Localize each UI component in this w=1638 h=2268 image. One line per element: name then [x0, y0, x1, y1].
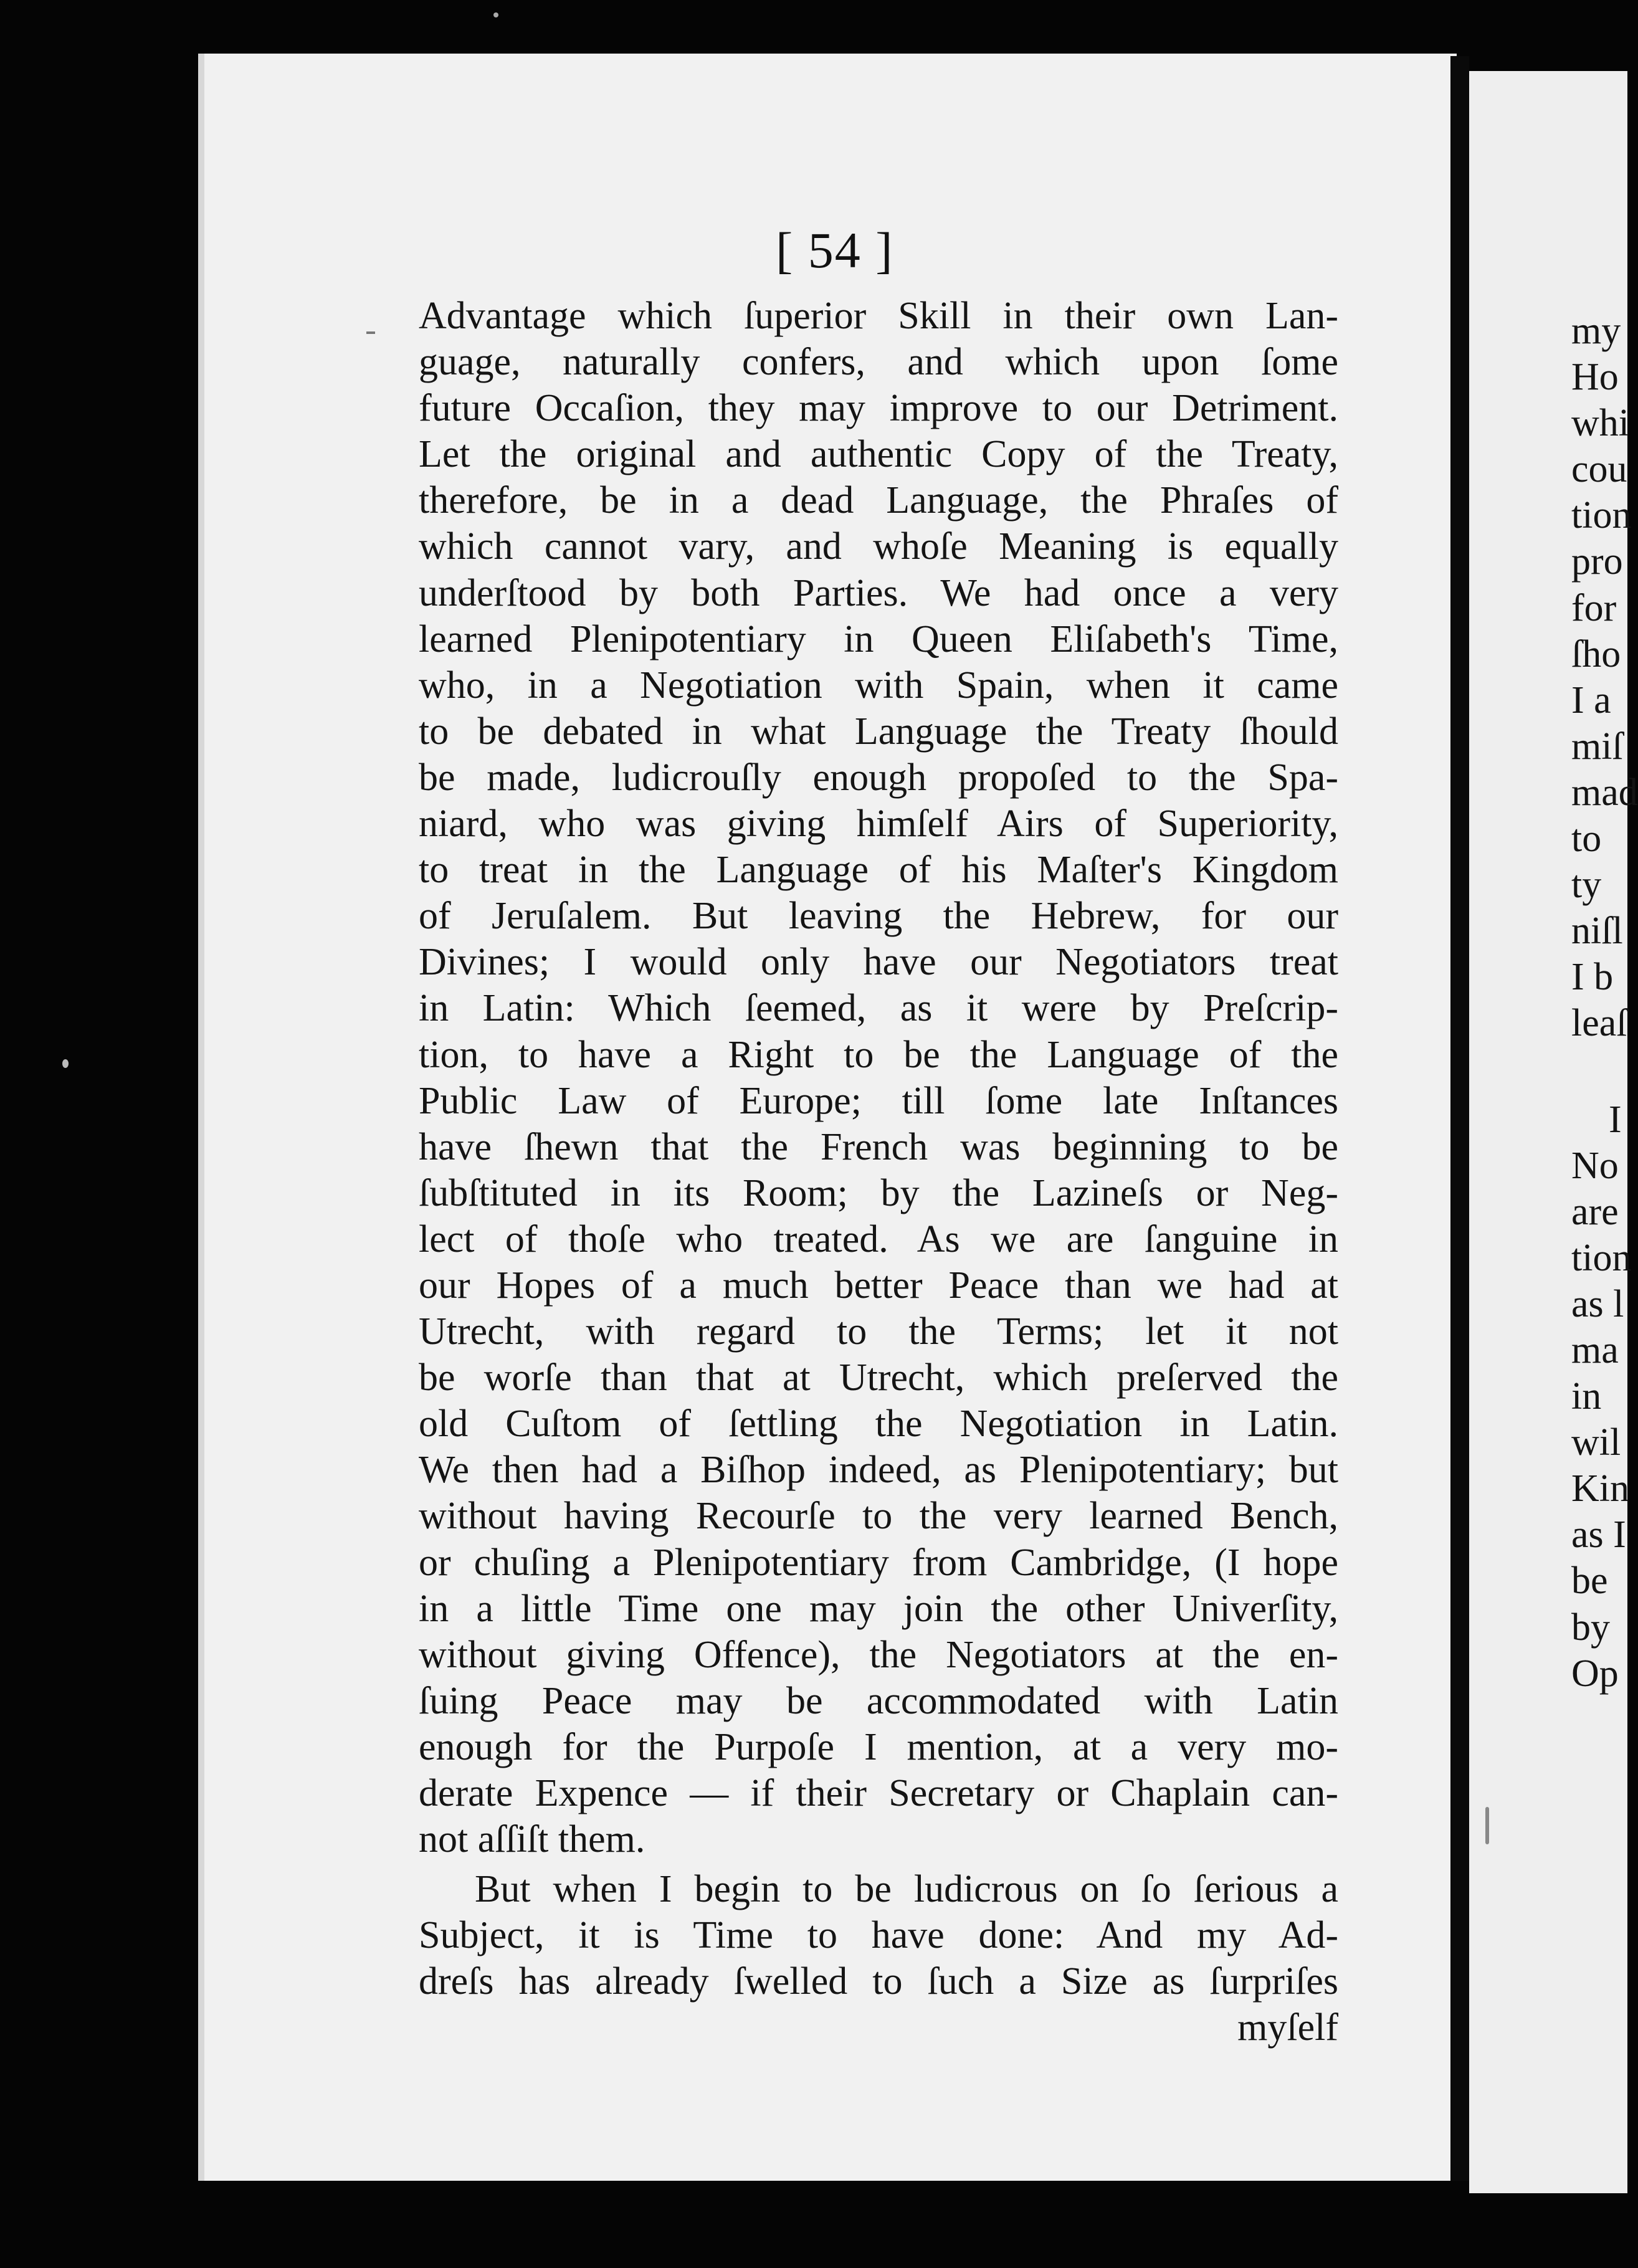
fragment: in — [1571, 1375, 1602, 1418]
fragment: pro — [1571, 540, 1623, 583]
text-line: without giving Offence), the Negotiators at the en- — [419, 1633, 1338, 1676]
fragment: miſ — [1571, 725, 1623, 768]
text-line: or chuſing a Plenipotentiary from Cambridge, (I hope — [419, 1541, 1338, 1584]
text-line: learned Plenipotentiary in Queen Eliſabeth's Time, — [419, 617, 1338, 660]
text-line: guage, naturally confers, and which upon ſome — [419, 341, 1338, 384]
right-page-text — [1571, 308, 1638, 1697]
text-line: derate Expence — if their Secretary or Chaplain can- — [419, 1772, 1338, 1814]
fragment: as I — [1571, 1513, 1626, 1556]
text-line: who, in a Negotiation with Spain, when it came — [419, 664, 1338, 707]
book-gutter — [1450, 56, 1469, 2181]
text-line: be worſe than that at Utrecht, which preſerved the — [419, 1356, 1338, 1399]
fragment: are — [1571, 1190, 1619, 1233]
fragment: Ho — [1571, 356, 1619, 399]
text-line: of Jeruſalem. But leaving the Hebrew, for our — [419, 895, 1338, 938]
fragment: I — [1609, 1098, 1622, 1141]
text-line: Let the original and authentic Copy of the Treaty, — [419, 433, 1338, 476]
fragment: ty — [1571, 864, 1602, 907]
scan-speck — [62, 1059, 69, 1068]
text-line: enough for the Purpoſe I mention, at a very mo- — [419, 1725, 1338, 1768]
text-line: ſuing Peace may be accommodated with Latin — [419, 1679, 1338, 1722]
fragment: I b — [1571, 956, 1614, 999]
text-line: lect of thoſe who treated. As we are ſanguine in — [419, 1217, 1338, 1260]
fragment: Kin — [1571, 1467, 1629, 1510]
text-line: But when I begin to be ludicrous on ſo ſerious a — [475, 1868, 1338, 1911]
text-line: Divines; I would only have our Negotiators treat — [419, 941, 1338, 984]
fragment: Op — [1571, 1652, 1619, 1695]
fragment: be — [1571, 1560, 1608, 1603]
text-line: have ſhewn that the French was beginning to be — [419, 1125, 1338, 1168]
text-line: therefore, be in a dead Language, the Phraſes of — [419, 479, 1338, 522]
fragment: for — [1571, 586, 1617, 629]
text-line: future Occaſion, they may improve to our Detriment. — [419, 387, 1338, 430]
text-line: to be debated in what Language the Treaty ſhould — [419, 710, 1338, 753]
fragment: mad — [1571, 771, 1638, 814]
fragment: by — [1571, 1606, 1610, 1649]
fragment: niſl — [1571, 910, 1623, 953]
scan-speck — [493, 12, 498, 17]
text-line: Advantage which ſuperior Skill in their own Lan- — [419, 295, 1338, 337]
text-line: not aſſiſt them. — [419, 1818, 645, 1861]
text-line: dreſs has already ſwelled to ſuch a Size as ſurpriſes — [419, 1960, 1338, 2003]
scan-speck — [1485, 1807, 1489, 1844]
fragment: I a — [1571, 679, 1611, 722]
text-line: to treat in the Language of his Maſter's Kingdom — [419, 849, 1338, 892]
fragment: No — [1571, 1144, 1619, 1187]
text-line: old Cuſtom of ſettling the Negotiation in Latin. — [419, 1403, 1338, 1446]
text-line: Subject, it is Time to have done: And my Ad- — [419, 1914, 1338, 1957]
text-line: Utrecht, with regard to the Terms; let it not — [419, 1310, 1338, 1353]
text-line: which cannot vary, and whoſe Meaning is equally — [419, 525, 1338, 568]
paragraph-gap — [1571, 1047, 1638, 1097]
fragment: as l — [1571, 1282, 1624, 1325]
text-line: tion, to have a Right to be the Language of the — [419, 1033, 1338, 1076]
fragment: ma — [1571, 1328, 1619, 1371]
text-line: in Latin: Which ſeemed, as it were by Preſcrip- — [419, 987, 1338, 1030]
catchword: myſelf — [1237, 2006, 1338, 2049]
fragment: cou — [1571, 448, 1627, 491]
fragment: leaſ — [1571, 1002, 1627, 1045]
fragment: tion — [1571, 494, 1632, 537]
text-line: niard, who was giving himſelf Airs of Superiority, — [419, 803, 1338, 846]
fragment: tion — [1571, 1236, 1632, 1279]
margin-dash — [366, 331, 375, 334]
text-line: underſtood by both Parties. We had once a very — [419, 571, 1338, 614]
fragment: to — [1571, 817, 1602, 860]
fragment: wil — [1571, 1421, 1621, 1464]
text-line: We then had a Biſhop indeed, as Plenipotentiary; but — [419, 1449, 1338, 1492]
fragment: whi — [1571, 402, 1629, 445]
text-line: in a little Time one may join the other Univerſity, — [419, 1587, 1338, 1630]
page-number: [ 54 ] — [776, 222, 894, 279]
text-line: without having Recourſe to the very learned Bench, — [419, 1495, 1338, 1538]
text-line: ſubſtituted in its Room; by the Lazineſs or Neg- — [419, 1171, 1338, 1214]
fragment: ſho — [1571, 632, 1621, 675]
text-line: be made, ludicrouſly enough propoſed to the Spa- — [419, 756, 1338, 799]
text-line: our Hopes of a much better Peace than we had at — [419, 1264, 1338, 1307]
fragment: my — [1571, 310, 1621, 352]
body-text — [419, 293, 1338, 2051]
text-line: Public Law of Europe; till ſome late Inſtances — [419, 1079, 1338, 1122]
